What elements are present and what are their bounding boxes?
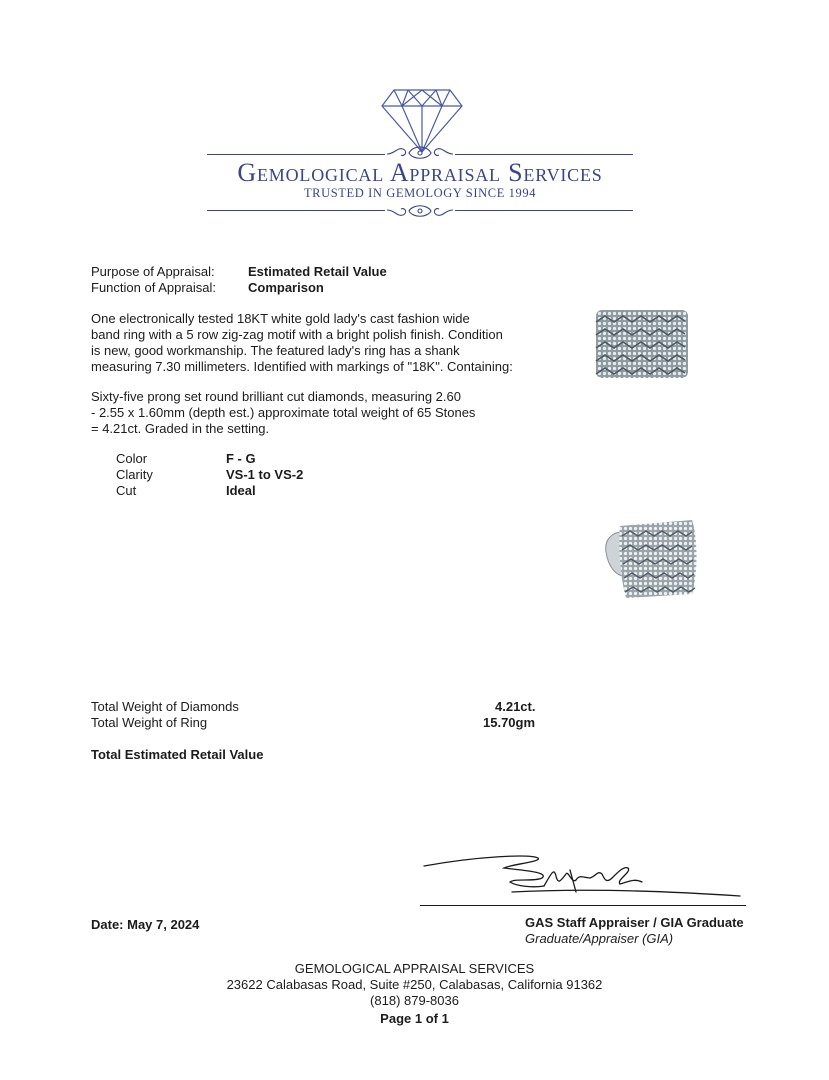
clarity-label: Clarity	[116, 467, 153, 482]
footer-company: GEMOLOGICAL APPRAISAL SERVICES	[294, 961, 535, 976]
diamond-weight-label: Total Weight of Diamonds	[91, 699, 239, 714]
diamond-line: - 2.55 x 1.60mm (depth est.) approximate total weight of 65 Stones	[91, 405, 476, 420]
description-line: band ring with a 5 row zig-zag motif with a bright polish finish. Condition	[91, 327, 503, 342]
description-line: measuring 7.30 millimeters. Identified with markings of "18K". Containing:	[91, 359, 513, 374]
function-label: Function of Appraisal:	[91, 280, 217, 295]
company-tagline: TRUSTED IN GEMOLOGY SINCE 1994	[303, 186, 537, 200]
signature-line	[420, 905, 746, 906]
header-bottom-rule	[455, 210, 633, 211]
appraiser-subtitle: Graduate/Appraiser (GIA)	[525, 931, 674, 946]
ring-photo-top	[592, 306, 692, 382]
ring-photo-angled	[598, 516, 702, 602]
item-description	[91, 311, 513, 375]
diamond-line: = 4.21ct. Graded in the setting.	[91, 421, 270, 436]
diamond-description	[91, 389, 475, 437]
signature-image	[420, 848, 750, 910]
color-label: Color	[116, 451, 148, 466]
clarity-value: VS-1 to VS-2	[226, 467, 304, 482]
purpose-label: Purpose of Appraisal:	[91, 264, 215, 279]
header-bottom-rule	[207, 210, 385, 211]
footer-phone: (818) 879-8036	[370, 993, 459, 1008]
header-top-rule	[207, 154, 385, 155]
description-line: One electronically tested 18KT white gold lady's cast fashion wide	[91, 311, 470, 326]
header-top-rule	[455, 154, 633, 155]
cut-label: Cut	[116, 483, 137, 498]
diamond-line: Sixty-five prong set round brilliant cut diamonds, measuring 2.60	[91, 389, 461, 404]
flourish-ornament	[385, 201, 455, 221]
ring-weight-label: Total Weight of Ring	[91, 715, 208, 730]
cut-value: Ideal	[226, 483, 256, 498]
appraiser-title: GAS Staff Appraiser / GIA Graduate	[525, 915, 744, 930]
footer-address: 23622 Calabasas Road, Suite #250, Calabasas, California 91362	[226, 977, 603, 992]
retail-value-label: Total Estimated Retail Value	[91, 747, 264, 762]
description-line: is new, good workmanship. The featured lady's ring has a shank	[91, 343, 460, 358]
appraisal-date: Date: May 7, 2024	[91, 917, 200, 932]
color-value: F - G	[226, 451, 256, 466]
purpose-value: Estimated Retail Value	[248, 264, 387, 279]
ring-weight-value: 15.70gm	[483, 715, 536, 730]
page-number: Page 1 of 1	[380, 1011, 449, 1026]
company-title: Gemological Appraisal Services	[237, 158, 603, 187]
diamond-weight-value: 4.21ct.	[495, 699, 536, 714]
function-value: Comparison	[248, 280, 324, 295]
